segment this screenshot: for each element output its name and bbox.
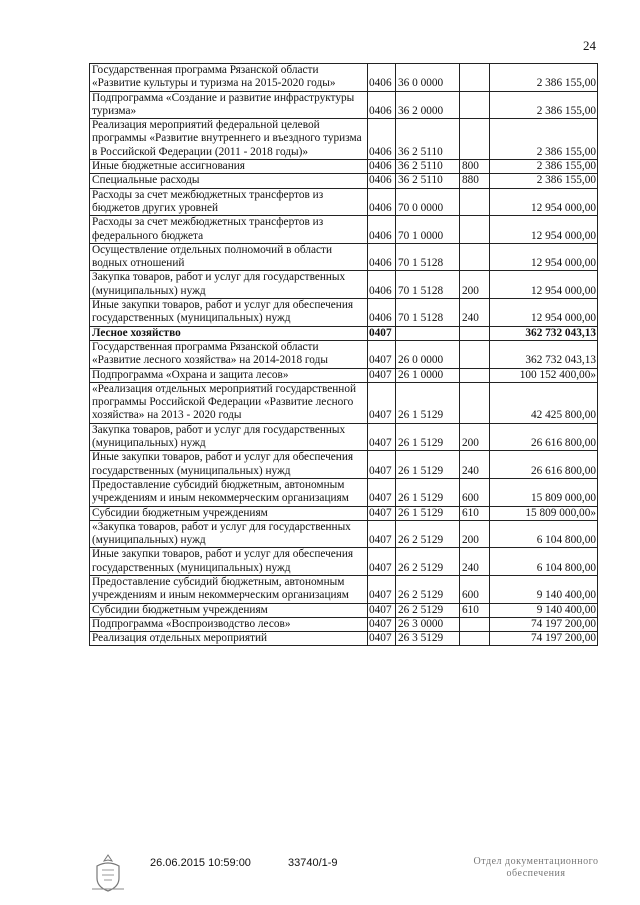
- row-expense-type-cell: 240: [460, 299, 490, 327]
- row-target-article-cell: 26 3 0000: [396, 617, 460, 631]
- row-expense-type-cell: [460, 368, 490, 382]
- row-section-cell: 0407: [368, 506, 396, 520]
- row-amount-cell: 12 954 000,00: [490, 271, 598, 299]
- row-expense-type-cell: 200: [460, 520, 490, 548]
- row-section-cell: 0406: [368, 188, 396, 216]
- row-amount-cell: 26 616 800,00: [490, 423, 598, 451]
- row-target-article-cell: 26 1 5129: [396, 478, 460, 506]
- row-amount-cell: 42 425 800,00: [490, 382, 598, 423]
- row-amount-cell: 2 386 155,00: [490, 174, 598, 188]
- row-target-article-cell: 26 2 5129: [396, 548, 460, 576]
- row-amount-cell: 74 197 200,00: [490, 632, 598, 646]
- row-target-article-cell: 26 2 5129: [396, 575, 460, 603]
- row-expense-type-cell: [460, 216, 490, 244]
- table-row: [90, 340, 598, 368]
- table-row: [90, 478, 598, 506]
- row-target-article-cell: 36 2 5110: [396, 119, 460, 160]
- row-expense-type-cell: 200: [460, 271, 490, 299]
- row-section-cell: 0406: [368, 64, 396, 92]
- row-name-cell: «Закупка товаров, работ и услуг для государственных (муниципальных) нужд: [90, 520, 368, 548]
- row-target-article-cell: 26 2 5129: [396, 520, 460, 548]
- row-name-cell: Иные бюджетные ассигнования: [90, 160, 368, 174]
- row-section-cell: 0406: [368, 243, 396, 271]
- table-row: [90, 174, 598, 188]
- table-row: [90, 548, 598, 576]
- footer-dept-line2: обеспечения: [506, 868, 566, 879]
- row-expense-type-cell: [460, 188, 490, 216]
- row-name-cell: Иные закупки товаров, работ и услуг для обеспечения государственных (муниципальных) нужд: [90, 299, 368, 327]
- row-target-article-cell: 70 1 5128: [396, 299, 460, 327]
- table-row: [90, 160, 598, 174]
- table-row: [90, 243, 598, 271]
- footer-dept-line1: Отдел документационного: [473, 856, 599, 867]
- row-expense-type-cell: [460, 64, 490, 92]
- row-amount-cell: 362 732 043,13: [490, 340, 598, 368]
- budget-table: [89, 63, 598, 646]
- row-name-cell: Реализация мероприятий федеральной целевой программы «Развитие внутреннего и въездного туризма в Российской Федерации (2011 - 2018 годы)»: [90, 119, 368, 160]
- row-target-article-cell: 36 0 0000: [396, 64, 460, 92]
- row-target-article-cell: 26 3 5129: [396, 632, 460, 646]
- row-expense-type-cell: [460, 91, 490, 119]
- row-expense-type-cell: 600: [460, 478, 490, 506]
- row-target-article-cell: 26 1 0000: [396, 368, 460, 382]
- row-expense-type-cell: 600: [460, 575, 490, 603]
- row-name-cell: Специальные расходы: [90, 174, 368, 188]
- table-row: [90, 451, 598, 479]
- row-target-article-cell: 70 1 5128: [396, 243, 460, 271]
- row-expense-type-cell: 880: [460, 174, 490, 188]
- row-expense-type-cell: 800: [460, 160, 490, 174]
- row-expense-type-cell: 240: [460, 451, 490, 479]
- row-section-cell: 0407: [368, 368, 396, 382]
- row-section-cell: 0406: [368, 299, 396, 327]
- row-amount-cell: 12 954 000,00: [490, 243, 598, 271]
- row-target-article-cell: 26 1 5129: [396, 382, 460, 423]
- row-amount-cell: 15 809 000,00»: [490, 506, 598, 520]
- row-name-cell: Осуществление отдельных полномочий в области водных отношений: [90, 243, 368, 271]
- row-name-cell: Подпрограмма «Создание и развитие инфраструктуры туризма»: [90, 91, 368, 119]
- row-name-cell: Государственная программа Рязанской области «Развитие лесного хозяйства» на 2014-2018 годы: [90, 340, 368, 368]
- row-section-cell: 0406: [368, 271, 396, 299]
- table-row: [90, 382, 598, 423]
- row-target-article-cell: 36 2 5110: [396, 174, 460, 188]
- row-expense-type-cell: [460, 119, 490, 160]
- row-section-cell: 0407: [368, 326, 396, 340]
- row-name-cell: Подпрограмма «Охрана и защита лесов»: [90, 368, 368, 382]
- row-amount-cell: 362 732 043,13: [490, 326, 598, 340]
- table-row: [90, 575, 598, 603]
- table-row: [90, 617, 598, 631]
- row-name-cell: Лесное хозяйство: [90, 326, 368, 340]
- row-expense-type-cell: 610: [460, 603, 490, 617]
- table-row: [90, 64, 598, 92]
- row-expense-type-cell: [460, 617, 490, 631]
- row-target-article-cell: 70 1 5128: [396, 271, 460, 299]
- row-section-cell: 0406: [368, 119, 396, 160]
- row-target-article-cell: 36 2 0000: [396, 91, 460, 119]
- row-amount-cell: 2 386 155,00: [490, 91, 598, 119]
- row-amount-cell: 2 386 155,00: [490, 160, 598, 174]
- row-name-cell: Закупка товаров, работ и услуг для государственных (муниципальных) нужд: [90, 271, 368, 299]
- row-amount-cell: 15 809 000,00: [490, 478, 598, 506]
- row-expense-type-cell: 200: [460, 423, 490, 451]
- row-name-cell: Расходы за счет межбюджетных трансфертов из бюджетов других уровней: [90, 188, 368, 216]
- row-target-article-cell: 26 2 5129: [396, 603, 460, 617]
- footer-doc-number: 33740/1-9: [288, 857, 338, 869]
- table-row: [90, 216, 598, 244]
- row-target-article-cell: 26 1 5129: [396, 506, 460, 520]
- budget-table-body: [90, 64, 598, 646]
- row-expense-type-cell: [460, 382, 490, 423]
- row-expense-type-cell: [460, 243, 490, 271]
- row-amount-cell: 9 140 400,00: [490, 575, 598, 603]
- row-amount-cell: 2 386 155,00: [490, 119, 598, 160]
- row-section-cell: 0407: [368, 575, 396, 603]
- row-section-cell: 0407: [368, 423, 396, 451]
- row-name-cell: Государственная программа Рязанской области «Развитие культуры и туризма на 2015-2020 годы»: [90, 64, 368, 92]
- row-name-cell: Иные закупки товаров, работ и услуг для обеспечения государственных (муниципальных) нужд: [90, 548, 368, 576]
- table-row: [90, 368, 598, 382]
- coat-of-arms-icon: [88, 852, 128, 894]
- table-row: [90, 603, 598, 617]
- table-row: [90, 299, 598, 327]
- row-target-article-cell: 70 1 0000: [396, 216, 460, 244]
- row-section-cell: 0407: [368, 478, 396, 506]
- row-section-cell: 0406: [368, 91, 396, 119]
- row-target-article-cell: 36 2 5110: [396, 160, 460, 174]
- row-expense-type-cell: [460, 632, 490, 646]
- row-name-cell: Субсидии бюджетным учреждениям: [90, 506, 368, 520]
- row-name-cell: Закупка товаров, работ и услуг для государственных (муниципальных) нужд: [90, 423, 368, 451]
- row-name-cell: Предоставление субсидий бюджетным, автономным учреждениям и иным некоммерческим организациям: [90, 478, 368, 506]
- row-section-cell: 0406: [368, 216, 396, 244]
- row-expense-type-cell: [460, 340, 490, 368]
- row-amount-cell: 26 616 800,00: [490, 451, 598, 479]
- row-section-cell: 0407: [368, 520, 396, 548]
- row-target-article-cell: 26 1 5129: [396, 451, 460, 479]
- row-amount-cell: 6 104 800,00: [490, 548, 598, 576]
- row-amount-cell: 12 954 000,00: [490, 188, 598, 216]
- row-section-cell: 0407: [368, 548, 396, 576]
- row-target-article-cell: 26 1 5129: [396, 423, 460, 451]
- row-section-cell: 0407: [368, 451, 396, 479]
- page-number: 24: [583, 38, 596, 53]
- row-amount-cell: 2 386 155,00: [490, 64, 598, 92]
- row-section-cell: 0407: [368, 617, 396, 631]
- row-expense-type-cell: [460, 326, 490, 340]
- row-section-cell: 0406: [368, 174, 396, 188]
- row-amount-cell: 74 197 200,00: [490, 617, 598, 631]
- row-expense-type-cell: 240: [460, 548, 490, 576]
- table-row: [90, 506, 598, 520]
- footer-department-stamp: [446, 856, 626, 880]
- row-amount-cell: 12 954 000,00: [490, 216, 598, 244]
- table-row: [90, 119, 598, 160]
- table-row: [90, 520, 598, 548]
- row-section-cell: 0407: [368, 632, 396, 646]
- row-amount-cell: 6 104 800,00: [490, 520, 598, 548]
- row-section-cell: 0407: [368, 603, 396, 617]
- row-name-cell: Реализация отдельных мероприятий: [90, 632, 368, 646]
- row-amount-cell: 9 140 400,00: [490, 603, 598, 617]
- row-name-cell: Расходы за счет межбюджетных трансфертов из федерального бюджета: [90, 216, 368, 244]
- row-expense-type-cell: 610: [460, 506, 490, 520]
- row-target-article-cell: 70 0 0000: [396, 188, 460, 216]
- row-name-cell: Подпрограмма «Воспроизводство лесов»: [90, 617, 368, 631]
- row-name-cell: Субсидии бюджетным учреждениям: [90, 603, 368, 617]
- table-row: [90, 326, 598, 340]
- table-row: [90, 271, 598, 299]
- table-row: [90, 188, 598, 216]
- row-amount-cell: 12 954 000,00: [490, 299, 598, 327]
- row-name-cell: Предоставление субсидий бюджетным, автономным учреждениям и иным некоммерческим организациям: [90, 575, 368, 603]
- table-row: [90, 632, 598, 646]
- row-name-cell: Иные закупки товаров, работ и услуг для обеспечения государственных (муниципальных) нужд: [90, 451, 368, 479]
- footer-date: 26.06.2015 10:59:00: [150, 857, 251, 869]
- row-section-cell: 0407: [368, 382, 396, 423]
- table-row: [90, 91, 598, 119]
- row-target-article-cell: 26 0 0000: [396, 340, 460, 368]
- table-row: [90, 423, 598, 451]
- row-section-cell: 0406: [368, 160, 396, 174]
- row-name-cell: «Реализация отдельных мероприятий государственной программы Российской Федерации «Развитие лесного хозяйства» на 2013 - 2020 годы: [90, 382, 368, 423]
- row-section-cell: 0407: [368, 340, 396, 368]
- row-amount-cell: 100 152 400,00»: [490, 368, 598, 382]
- row-target-article-cell: [396, 326, 460, 340]
